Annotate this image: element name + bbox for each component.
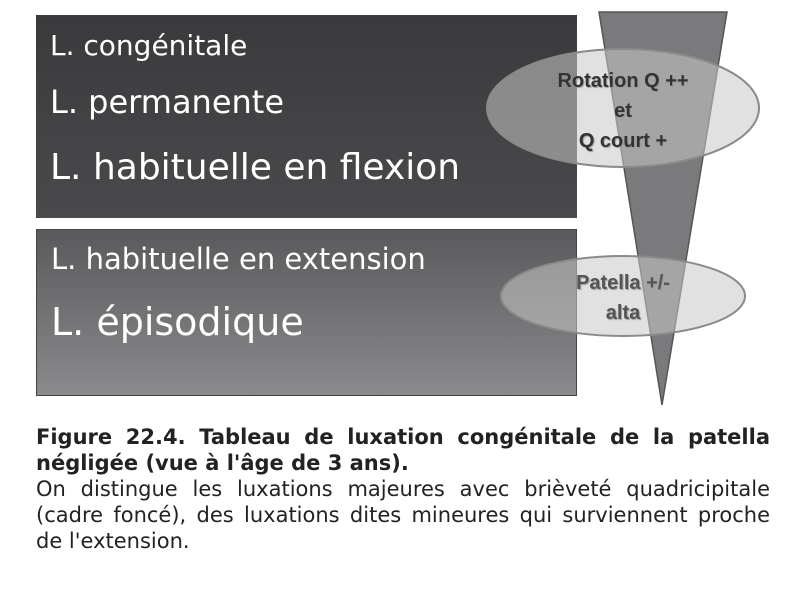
caption-body: On distingue les luxations majeures avec brièveté quadricipitale (cadre foncé), des luxations dites mineures qui surviennent proche de l'extension. xyxy=(36,477,770,553)
ellipse-rotation-text xyxy=(523,66,723,156)
label-permanente: L. permanente xyxy=(50,83,285,121)
caption-title: Figure 22.4. Tableau de luxation congénitale de la patella négligée (vue à l'âge de 3 ans). xyxy=(36,425,770,475)
ellipse-patella-text xyxy=(523,268,723,328)
label-habituelle-extension: L. habituelle en extension xyxy=(51,242,426,276)
q-court-line: Q court + xyxy=(578,130,668,152)
et-line: et xyxy=(614,100,632,122)
label-episodique: L. épisodique xyxy=(51,300,304,344)
patella-line: Patella +/- xyxy=(576,272,670,294)
figure-caption xyxy=(36,424,770,554)
alta-line: alta xyxy=(605,302,641,324)
label-habituelle-flexion: L. habituelle en flexion xyxy=(50,147,461,188)
label-congenitale: L. congénitale xyxy=(50,29,248,62)
rotation-line: Rotation Q ++ xyxy=(557,70,689,92)
